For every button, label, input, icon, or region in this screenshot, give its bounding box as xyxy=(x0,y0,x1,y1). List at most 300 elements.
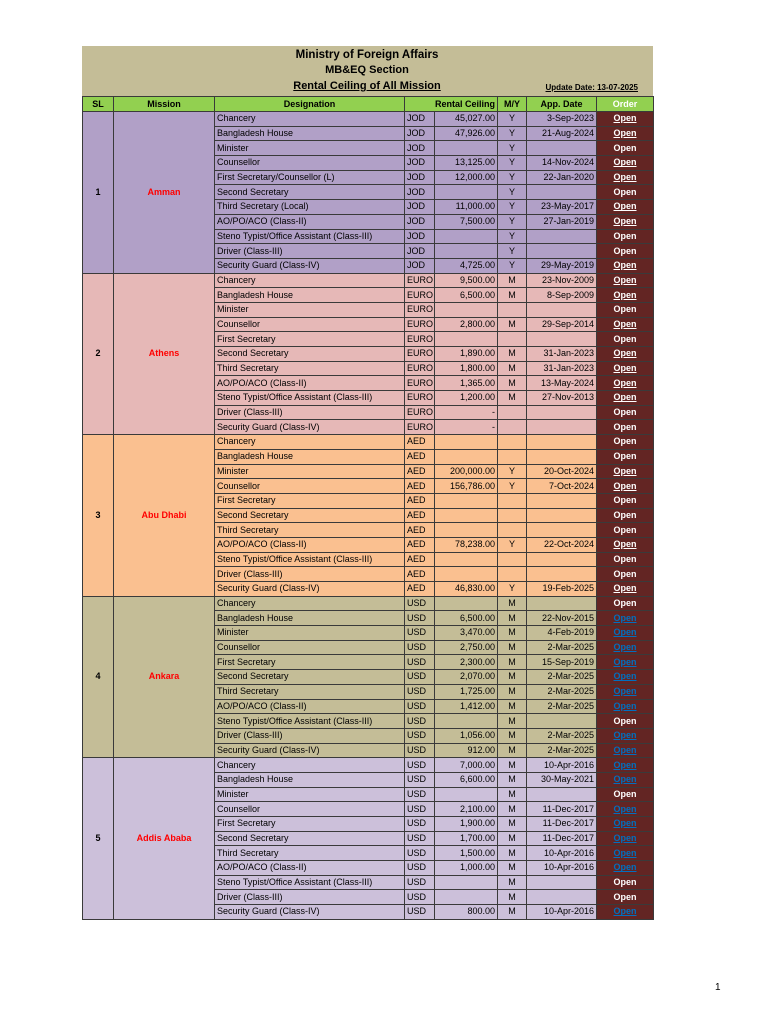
my-cell: Y xyxy=(498,200,527,215)
order-open-link[interactable]: Open xyxy=(597,273,654,288)
app-date-cell: 2-Mar-2025 xyxy=(527,728,597,743)
currency-cell: EURO xyxy=(405,361,435,376)
amount-cell xyxy=(435,523,498,538)
currency-cell: AED xyxy=(405,435,435,450)
currency-cell: EURO xyxy=(405,273,435,288)
mission-sl: 2 xyxy=(83,273,114,435)
my-cell: M xyxy=(498,391,527,406)
app-date-cell xyxy=(527,508,597,523)
designation-cell: AO/PO/ACO (Class-II) xyxy=(215,537,405,552)
order-open-link[interactable]: Open xyxy=(597,817,654,832)
currency-cell: USD xyxy=(405,684,435,699)
app-date-cell: 7-Oct-2024 xyxy=(527,479,597,494)
app-date-cell: 10-Apr-2016 xyxy=(527,758,597,773)
app-date-cell: 3-Sep-2023 xyxy=(527,112,597,127)
app-date-cell: 15-Sep-2019 xyxy=(527,655,597,670)
amount-cell: 912.00 xyxy=(435,743,498,758)
amount-cell: 47,926.00 xyxy=(435,126,498,141)
order-open-link[interactable]: Open xyxy=(597,758,654,773)
currency-cell: EURO xyxy=(405,405,435,420)
designation-cell: Chancery xyxy=(215,435,405,450)
designation-cell: AO/PO/ACO (Class-II) xyxy=(215,376,405,391)
mission-sl: 3 xyxy=(83,435,114,597)
order-open-link: Open xyxy=(597,875,654,890)
col-sl: SL xyxy=(83,97,114,112)
currency-cell: JOD xyxy=(405,112,435,127)
currency-cell: EURO xyxy=(405,376,435,391)
amount-cell: 800.00 xyxy=(435,905,498,920)
currency-cell: EURO xyxy=(405,288,435,303)
amount-cell: 1,800.00 xyxy=(435,361,498,376)
my-cell: M xyxy=(498,670,527,685)
currency-cell: AED xyxy=(405,552,435,567)
designation-cell: Steno Typist/Office Assistant (Class-III) xyxy=(215,714,405,729)
designation-cell: Counsellor xyxy=(215,479,405,494)
amount-cell: 1,000.00 xyxy=(435,861,498,876)
my-cell: M xyxy=(498,626,527,641)
designation-cell: Minister xyxy=(215,787,405,802)
amount-cell: 1,056.00 xyxy=(435,728,498,743)
my-cell xyxy=(498,332,527,347)
order-open-link[interactable]: Open xyxy=(597,156,654,171)
currency-cell: JOD xyxy=(405,156,435,171)
amount-cell: 2,800.00 xyxy=(435,317,498,332)
currency-cell: USD xyxy=(405,728,435,743)
currency-cell: AED xyxy=(405,582,435,597)
designation-cell: Bangladesh House xyxy=(215,126,405,141)
designation-cell: Third Secretary xyxy=(215,523,405,538)
designation-cell: Driver (Class-III) xyxy=(215,405,405,420)
app-date-cell xyxy=(527,302,597,317)
my-cell: Y xyxy=(498,582,527,597)
amount-cell xyxy=(435,552,498,567)
currency-cell: JOD xyxy=(405,141,435,156)
currency-cell: EURO xyxy=(405,347,435,362)
order-open-link[interactable]: Open xyxy=(597,802,654,817)
my-cell: Y xyxy=(498,258,527,273)
designation-cell: Second Secretary xyxy=(215,508,405,523)
my-cell: M xyxy=(498,743,527,758)
currency-cell: JOD xyxy=(405,258,435,273)
app-date-cell: 27-Jan-2019 xyxy=(527,214,597,229)
currency-cell: JOD xyxy=(405,214,435,229)
amount-cell: 2,100.00 xyxy=(435,802,498,817)
amount-cell: 1,700.00 xyxy=(435,831,498,846)
currency-cell: USD xyxy=(405,861,435,876)
mission-name: Addis Ababa xyxy=(114,758,215,920)
amount-cell: 9,500.00 xyxy=(435,273,498,288)
amount-cell xyxy=(435,787,498,802)
currency-cell: AED xyxy=(405,567,435,582)
order-open-link[interactable]: Open xyxy=(597,347,654,362)
order-open-link[interactable]: Open xyxy=(597,317,654,332)
amount-cell: 1,412.00 xyxy=(435,699,498,714)
order-open-link[interactable]: Open xyxy=(597,655,654,670)
my-cell xyxy=(498,435,527,450)
amount-cell: 6,500.00 xyxy=(435,611,498,626)
order-open-link[interactable]: Open xyxy=(597,846,654,861)
amount-cell: 1,365.00 xyxy=(435,376,498,391)
designation-cell: First Secretary xyxy=(215,493,405,508)
designation-cell: Bangladesh House xyxy=(215,288,405,303)
designation-cell: Bangladesh House xyxy=(215,772,405,787)
designation-cell: Driver (Class-III) xyxy=(215,567,405,582)
app-date-cell xyxy=(527,552,597,567)
app-date-cell xyxy=(527,567,597,582)
designation-cell: Steno Typist/Office Assistant (Class-III) xyxy=(215,391,405,406)
currency-cell: EURO xyxy=(405,391,435,406)
order-open-link[interactable]: Open xyxy=(597,288,654,303)
my-cell xyxy=(498,405,527,420)
app-date-cell xyxy=(527,420,597,435)
mission-name: Amman xyxy=(114,112,215,274)
amount-cell xyxy=(435,596,498,611)
order-open-link[interactable]: Open xyxy=(597,861,654,876)
currency-cell: USD xyxy=(405,846,435,861)
col-order: Order xyxy=(597,97,654,112)
currency-cell: USD xyxy=(405,596,435,611)
col-rental-ceiling: Rental Ceiling xyxy=(405,97,498,112)
currency-cell: USD xyxy=(405,890,435,905)
app-date-cell: 2-Mar-2025 xyxy=(527,684,597,699)
my-cell xyxy=(498,552,527,567)
app-date-cell xyxy=(527,714,597,729)
currency-cell: USD xyxy=(405,743,435,758)
order-open-link: Open xyxy=(597,449,654,464)
order-open-link[interactable]: Open xyxy=(597,611,654,626)
amount-cell: 7,500.00 xyxy=(435,214,498,229)
designation-cell: Steno Typist/Office Assistant (Class-III) xyxy=(215,229,405,244)
currency-cell: AED xyxy=(405,464,435,479)
designation-cell: Chancery xyxy=(215,758,405,773)
page-number: 1 xyxy=(715,982,721,993)
designation-cell: Third Secretary xyxy=(215,846,405,861)
amount-cell xyxy=(435,449,498,464)
app-date-cell: 27-Nov-2013 xyxy=(527,391,597,406)
currency-cell: USD xyxy=(405,905,435,920)
order-open-link: Open xyxy=(597,302,654,317)
my-cell: M xyxy=(498,861,527,876)
app-date-cell: 14-Nov-2024 xyxy=(527,156,597,171)
app-date-cell: 8-Sep-2009 xyxy=(527,288,597,303)
app-date-cell xyxy=(527,405,597,420)
rental-sheet xyxy=(82,46,653,920)
amount-cell xyxy=(435,890,498,905)
amount-cell: - xyxy=(435,405,498,420)
app-date-cell xyxy=(527,332,597,347)
order-open-link[interactable]: Open xyxy=(597,905,654,920)
app-date-cell: 23-Nov-2009 xyxy=(527,273,597,288)
app-date-cell xyxy=(527,229,597,244)
amount-cell: 13,125.00 xyxy=(435,156,498,171)
designation-cell: Security Guard (Class-IV) xyxy=(215,258,405,273)
amount-cell xyxy=(435,714,498,729)
designation-cell: Second Secretary xyxy=(215,185,405,200)
currency-cell: EURO xyxy=(405,317,435,332)
amount-cell: 1,890.00 xyxy=(435,347,498,362)
my-cell: M xyxy=(498,640,527,655)
order-open-link: Open xyxy=(597,596,654,611)
amount-cell xyxy=(435,508,498,523)
app-date-cell: 2-Mar-2025 xyxy=(527,640,597,655)
designation-cell: AO/PO/ACO (Class-II) xyxy=(215,214,405,229)
designation-cell: Counsellor xyxy=(215,802,405,817)
app-date-cell: 10-Apr-2016 xyxy=(527,861,597,876)
amount-cell: 2,070.00 xyxy=(435,670,498,685)
designation-cell: Bangladesh House xyxy=(215,449,405,464)
currency-cell: USD xyxy=(405,714,435,729)
currency-cell: USD xyxy=(405,611,435,626)
mission-name: Athens xyxy=(114,273,215,435)
currency-cell: USD xyxy=(405,831,435,846)
column-header-row xyxy=(83,97,654,112)
app-date-cell: 29-May-2019 xyxy=(527,258,597,273)
mission-sl: 1 xyxy=(83,112,114,274)
order-open-link: Open xyxy=(597,420,654,435)
amount-cell xyxy=(435,435,498,450)
currency-cell: USD xyxy=(405,772,435,787)
order-open-link[interactable]: Open xyxy=(597,670,654,685)
my-cell: Y xyxy=(498,141,527,156)
my-cell xyxy=(498,508,527,523)
amount-cell: 46,830.00 xyxy=(435,582,498,597)
amount-cell: 4,725.00 xyxy=(435,258,498,273)
currency-cell: AED xyxy=(405,449,435,464)
order-open-link: Open xyxy=(597,141,654,156)
designation-cell: Counsellor xyxy=(215,156,405,171)
order-open-link[interactable]: Open xyxy=(597,743,654,758)
rental-table xyxy=(82,96,654,920)
my-cell: Y xyxy=(498,464,527,479)
amount-cell: 6,600.00 xyxy=(435,772,498,787)
my-cell: Y xyxy=(498,214,527,229)
currency-cell: AED xyxy=(405,523,435,538)
app-date-cell: 2-Mar-2025 xyxy=(527,670,597,685)
ministry-title: Ministry of Foreign Affairs xyxy=(295,49,439,61)
amount-cell xyxy=(435,875,498,890)
my-cell xyxy=(498,493,527,508)
my-cell: M xyxy=(498,905,527,920)
currency-cell: USD xyxy=(405,640,435,655)
currency-cell: USD xyxy=(405,655,435,670)
currency-cell: AED xyxy=(405,537,435,552)
my-cell: M xyxy=(498,758,527,773)
currency-cell: USD xyxy=(405,802,435,817)
amount-cell: 1,200.00 xyxy=(435,391,498,406)
order-open-link: Open xyxy=(597,332,654,347)
app-date-cell xyxy=(527,890,597,905)
amount-cell xyxy=(435,332,498,347)
currency-cell: EURO xyxy=(405,332,435,347)
currency-cell: USD xyxy=(405,758,435,773)
currency-cell: EURO xyxy=(405,420,435,435)
designation-cell: Minister xyxy=(215,626,405,641)
update-date: Update Date: 13-07-2025 xyxy=(545,83,638,92)
my-cell xyxy=(498,449,527,464)
my-cell: Y xyxy=(498,229,527,244)
designation-cell: Minister xyxy=(215,141,405,156)
my-cell: M xyxy=(498,273,527,288)
mission-sl: 4 xyxy=(83,596,114,758)
my-cell: Y xyxy=(498,126,527,141)
order-open-link[interactable]: Open xyxy=(597,258,654,273)
my-cell: M xyxy=(498,376,527,391)
my-cell: M xyxy=(498,714,527,729)
designation-cell: Security Guard (Class-IV) xyxy=(215,743,405,758)
order-open-link[interactable]: Open xyxy=(597,728,654,743)
order-open-link[interactable]: Open xyxy=(597,361,654,376)
designation-cell: Minister xyxy=(215,464,405,479)
order-open-link[interactable]: Open xyxy=(597,126,654,141)
designation-cell: Driver (Class-III) xyxy=(215,728,405,743)
my-cell xyxy=(498,420,527,435)
app-date-cell: 11-Dec-2017 xyxy=(527,802,597,817)
app-date-cell: 11-Dec-2017 xyxy=(527,817,597,832)
amount-cell: 11,000.00 xyxy=(435,200,498,215)
app-date-cell: 31-Jan-2023 xyxy=(527,361,597,376)
app-date-cell xyxy=(527,523,597,538)
designation-cell: Steno Typist/Office Assistant (Class-III) xyxy=(215,552,405,567)
app-date-cell: 13-May-2024 xyxy=(527,376,597,391)
amount-cell xyxy=(435,302,498,317)
my-cell: M xyxy=(498,288,527,303)
order-open-link[interactable]: Open xyxy=(597,582,654,597)
amount-cell: 2,300.00 xyxy=(435,655,498,670)
my-cell: M xyxy=(498,890,527,905)
table-row xyxy=(83,435,654,450)
currency-cell: USD xyxy=(405,817,435,832)
app-date-cell xyxy=(527,185,597,200)
designation-cell: Third Secretary xyxy=(215,361,405,376)
amount-cell: 7,000.00 xyxy=(435,758,498,773)
my-cell xyxy=(498,302,527,317)
order-open-link[interactable]: Open xyxy=(597,626,654,641)
order-open-link[interactable]: Open xyxy=(597,684,654,699)
currency-cell: JOD xyxy=(405,229,435,244)
app-date-cell: 19-Feb-2025 xyxy=(527,582,597,597)
amount-cell xyxy=(435,229,498,244)
order-open-link[interactable]: Open xyxy=(597,170,654,185)
designation-cell: Second Secretary xyxy=(215,347,405,362)
designation-cell: Minister xyxy=(215,302,405,317)
order-open-link: Open xyxy=(597,890,654,905)
designation-cell: Chancery xyxy=(215,273,405,288)
col-my: M/Y xyxy=(498,97,527,112)
my-cell: M xyxy=(498,802,527,817)
order-open-link: Open xyxy=(597,523,654,538)
app-date-cell xyxy=(527,141,597,156)
my-cell: Y xyxy=(498,185,527,200)
designation-cell: Steno Typist/Office Assistant (Class-III) xyxy=(215,875,405,890)
table-row xyxy=(83,112,654,127)
amount-cell xyxy=(435,185,498,200)
my-cell: M xyxy=(498,317,527,332)
table-row xyxy=(83,596,654,611)
my-cell: M xyxy=(498,655,527,670)
order-open-link: Open xyxy=(597,493,654,508)
order-open-link: Open xyxy=(597,229,654,244)
designation-cell: Chancery xyxy=(215,596,405,611)
amount-cell xyxy=(435,493,498,508)
amount-cell: 1,500.00 xyxy=(435,846,498,861)
currency-cell: AED xyxy=(405,493,435,508)
currency-cell: USD xyxy=(405,875,435,890)
amount-cell: 12,000.00 xyxy=(435,170,498,185)
table-row xyxy=(83,273,654,288)
amount-cell: 78,238.00 xyxy=(435,537,498,552)
amount-cell: 1,900.00 xyxy=(435,817,498,832)
my-cell: M xyxy=(498,361,527,376)
currency-cell: EURO xyxy=(405,302,435,317)
designation-cell: Second Secretary xyxy=(215,831,405,846)
order-open-link: Open xyxy=(597,567,654,582)
app-date-cell xyxy=(527,244,597,259)
order-open-link[interactable]: Open xyxy=(597,376,654,391)
order-open-link[interactable]: Open xyxy=(597,200,654,215)
order-open-link[interactable]: Open xyxy=(597,699,654,714)
order-open-link: Open xyxy=(597,714,654,729)
app-date-cell: 4-Feb-2019 xyxy=(527,626,597,641)
order-open-link: Open xyxy=(597,552,654,567)
order-open-link: Open xyxy=(597,405,654,420)
col-mission: Mission xyxy=(114,97,215,112)
order-open-link[interactable]: Open xyxy=(597,537,654,552)
my-cell: Y xyxy=(498,479,527,494)
order-open-link[interactable]: Open xyxy=(597,464,654,479)
app-date-cell xyxy=(527,435,597,450)
currency-cell: AED xyxy=(405,508,435,523)
my-cell: M xyxy=(498,817,527,832)
amount-cell: - xyxy=(435,420,498,435)
currency-cell: JOD xyxy=(405,244,435,259)
order-open-link[interactable]: Open xyxy=(597,640,654,655)
mission-sl: 5 xyxy=(83,758,114,920)
order-open-link[interactable]: Open xyxy=(597,772,654,787)
my-cell: Y xyxy=(498,244,527,259)
app-date-cell: 31-Jan-2023 xyxy=(527,347,597,362)
app-date-cell: 2-Mar-2025 xyxy=(527,743,597,758)
my-cell: M xyxy=(498,787,527,802)
mission-name: Ankara xyxy=(114,596,215,758)
my-cell: M xyxy=(498,596,527,611)
my-cell xyxy=(498,523,527,538)
order-open-link[interactable]: Open xyxy=(597,214,654,229)
designation-cell: AO/PO/ACO (Class-II) xyxy=(215,861,405,876)
my-cell: M xyxy=(498,846,527,861)
app-date-cell xyxy=(527,787,597,802)
order-open-link[interactable]: Open xyxy=(597,112,654,127)
order-open-link: Open xyxy=(597,244,654,259)
order-open-link[interactable]: Open xyxy=(597,479,654,494)
order-open-link[interactable]: Open xyxy=(597,391,654,406)
order-open-link: Open xyxy=(597,435,654,450)
app-date-cell xyxy=(527,449,597,464)
currency-cell: JOD xyxy=(405,185,435,200)
amount-cell: 156,786.00 xyxy=(435,479,498,494)
my-cell: M xyxy=(498,772,527,787)
my-cell: M xyxy=(498,611,527,626)
currency-cell: JOD xyxy=(405,200,435,215)
order-open-link[interactable]: Open xyxy=(597,831,654,846)
app-date-cell: 21-Aug-2024 xyxy=(527,126,597,141)
app-date-cell: 10-Apr-2016 xyxy=(527,905,597,920)
designation-cell: First Secretary xyxy=(215,332,405,347)
my-cell: Y xyxy=(498,537,527,552)
amount-cell: 3,470.00 xyxy=(435,626,498,641)
section-title: MB&EQ Section xyxy=(325,64,409,76)
my-cell: M xyxy=(498,728,527,743)
app-date-cell: 11-Dec-2017 xyxy=(527,831,597,846)
